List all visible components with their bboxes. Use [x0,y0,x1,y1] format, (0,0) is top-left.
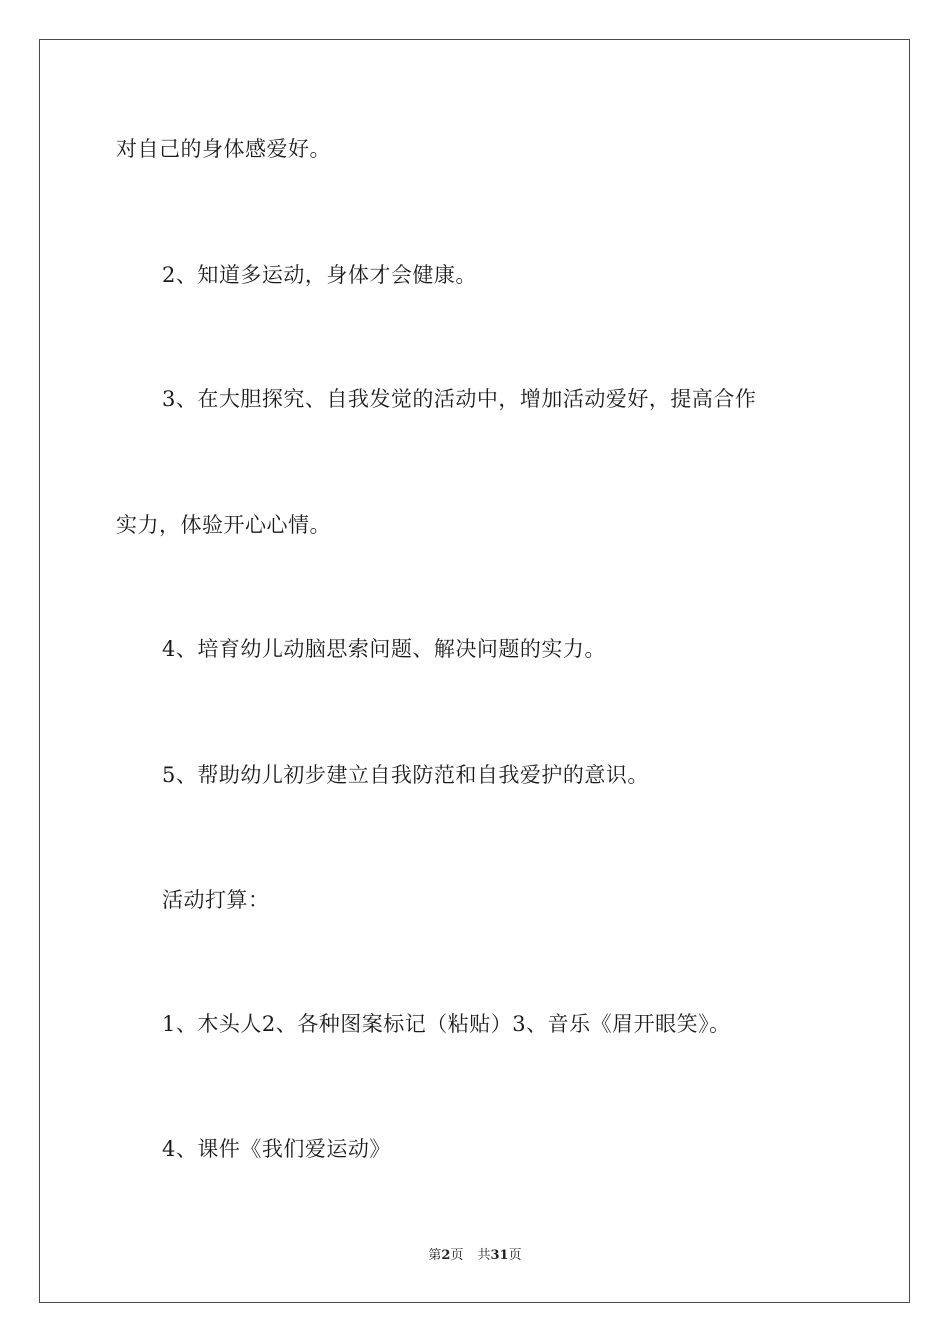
footer-page-current: 2 [441,1248,451,1263]
objective-item-4: 4、培育幼儿动脑思索问题、解决问题的实力。 [162,637,606,661]
footer-page-prefix: 第 [428,1248,442,1263]
footer-page-suffix: 页 [450,1248,464,1263]
objective-item-2: 2、知道多运动，身体才会健康。 [162,263,477,287]
objective-item-5: 5、帮助幼儿初步建立自我防范和自我爱护的意识。 [162,763,649,787]
footer-total-suffix: 页 [508,1248,522,1263]
footer-total-prefix: 共 [477,1248,491,1263]
preparation-item-1-3: 1、木头人2、各种图案标记（粘贴）3、音乐《眉开眼笑》。 [162,1012,731,1036]
preparation-item-4: 4、课件《我们爱运动》 [162,1137,391,1161]
footer-page-total: 31 [490,1248,509,1263]
objective-item-3: 3、在大胆探究、自我发觉的活动中，增加活动爱好，提高合作 [162,387,757,411]
paragraph-continuation: 对自己的身体感爱好。 [116,137,331,161]
page-footer [0,1248,950,1264]
page-border [39,39,910,1303]
section-heading-preparation: 活动打算： [162,888,270,912]
objective-item-3-continuation: 实力，体验开心心情。 [116,513,331,537]
